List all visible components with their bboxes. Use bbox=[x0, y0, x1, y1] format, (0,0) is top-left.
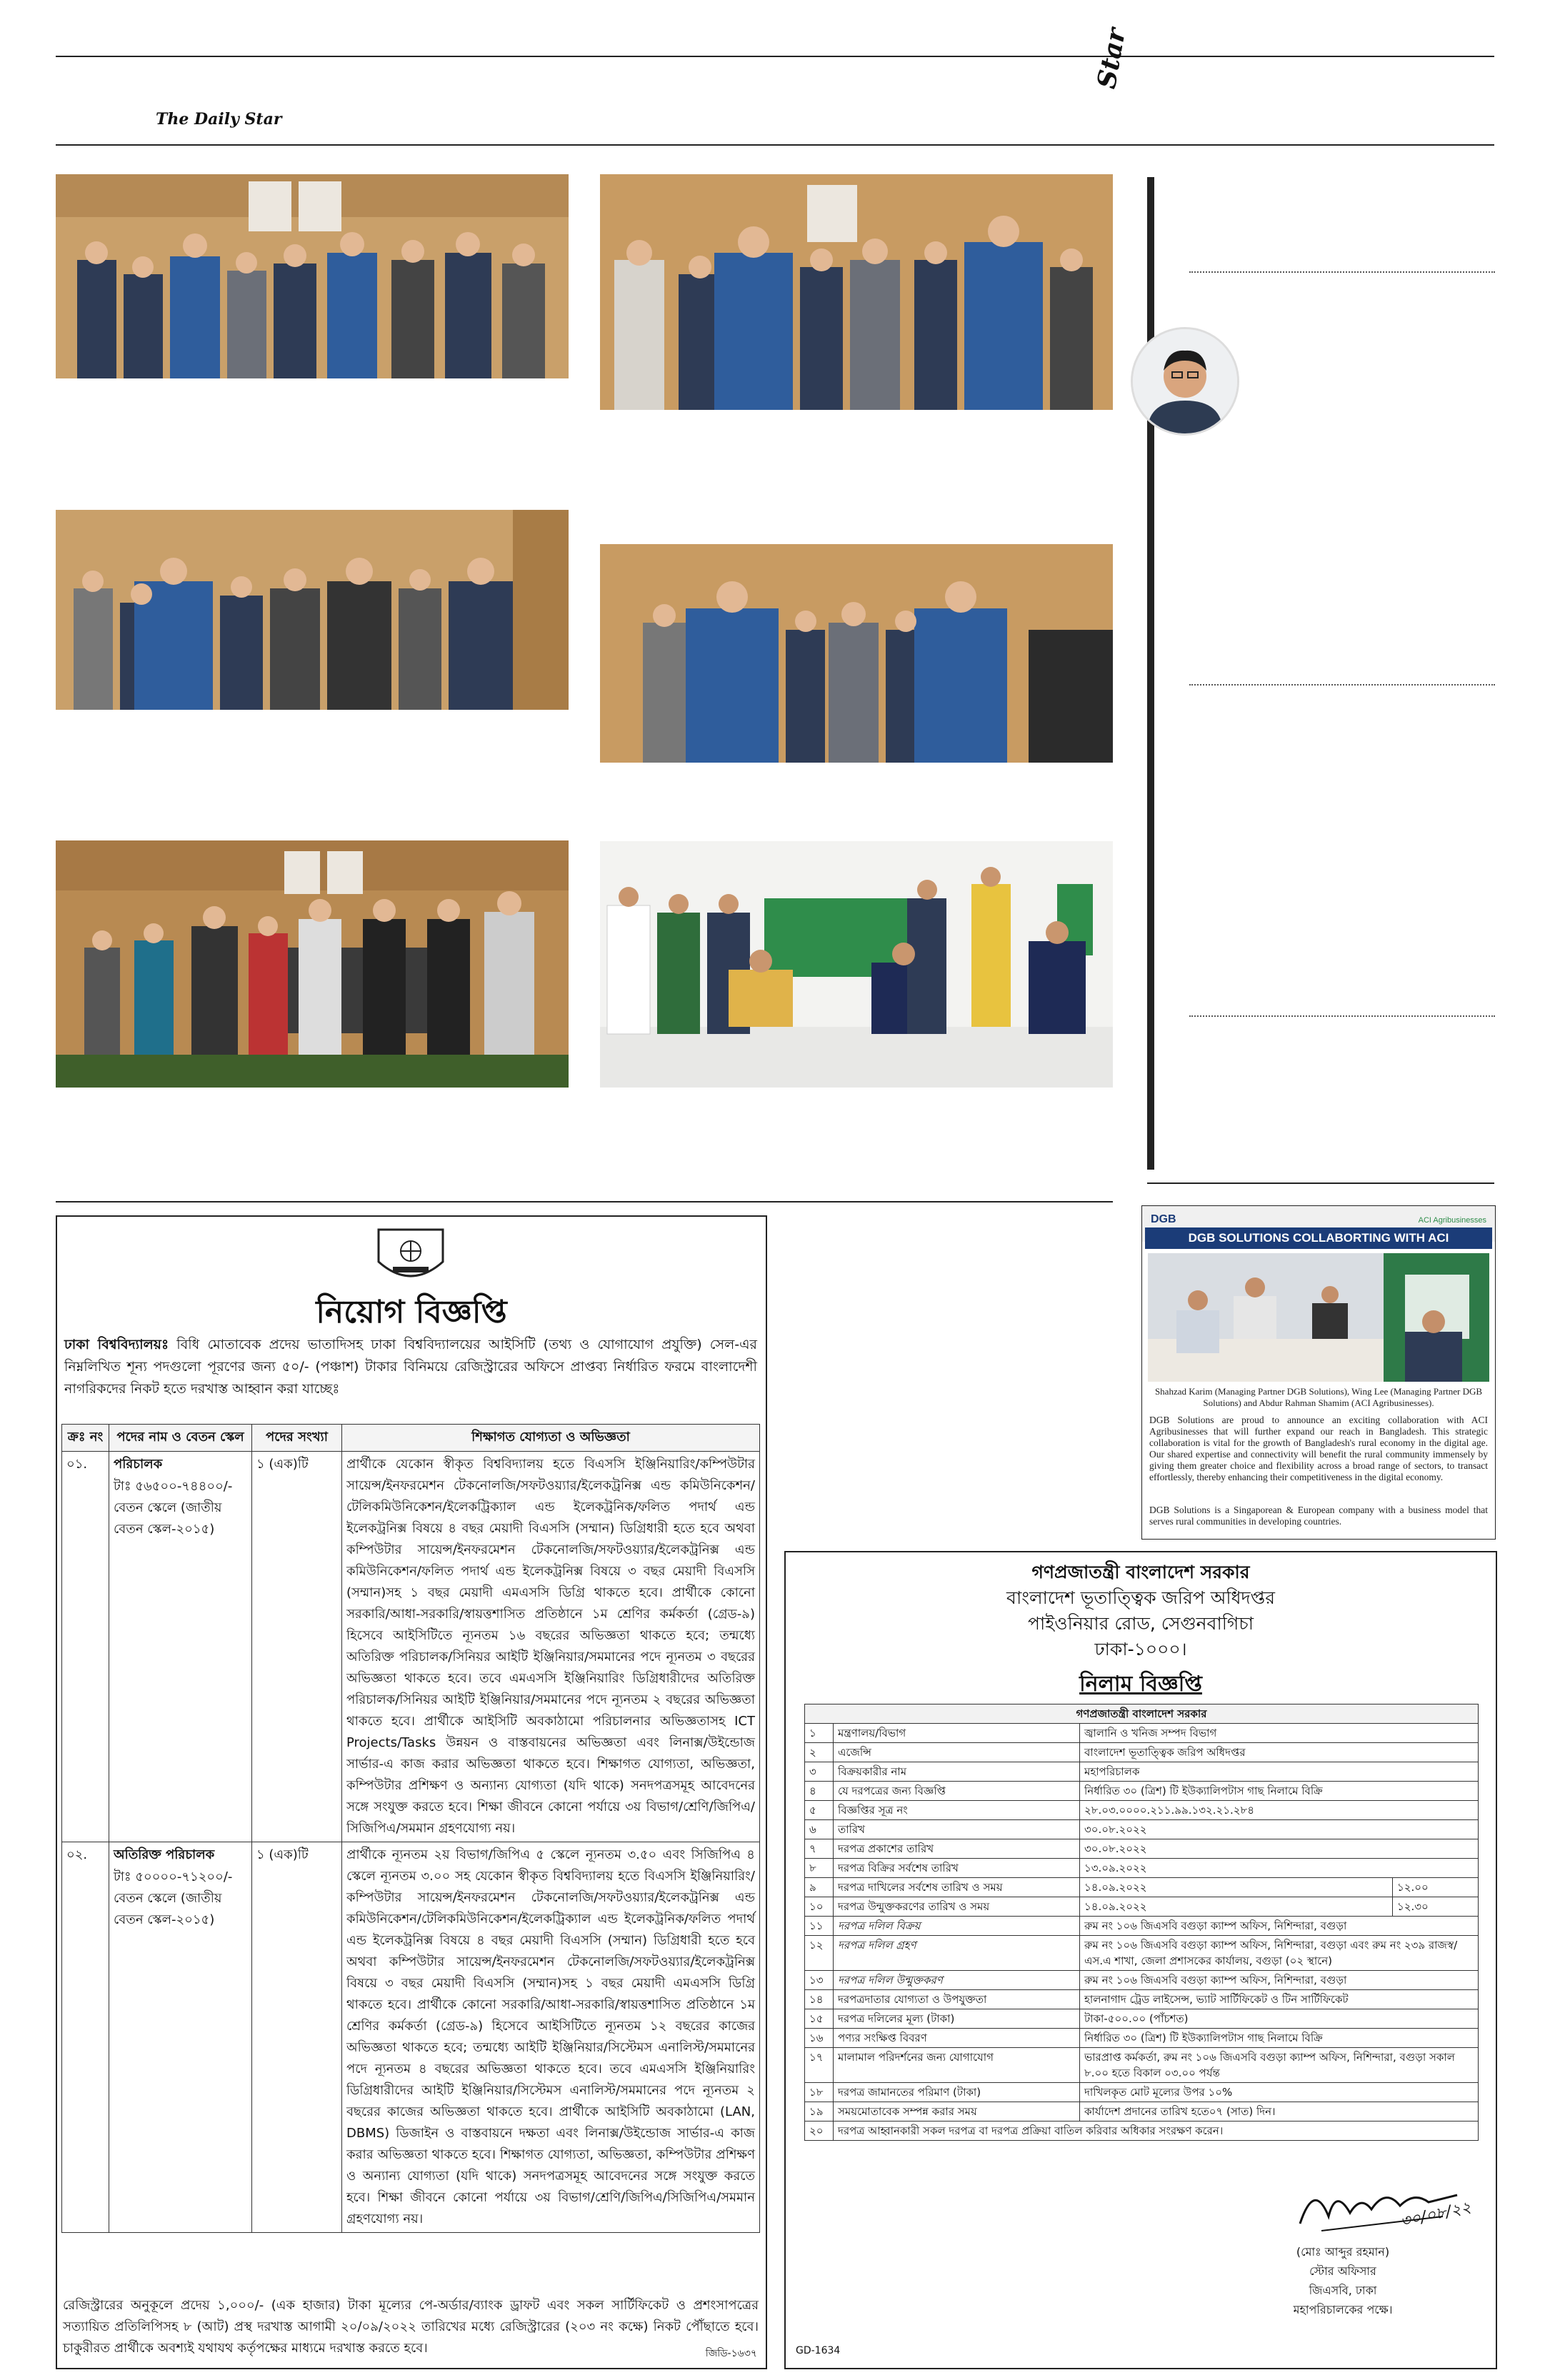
col-header-count: পদের সংখ্যা bbox=[252, 1425, 342, 1452]
section-rule bbox=[56, 1201, 1113, 1202]
field: এজেন্সি bbox=[834, 1743, 1080, 1762]
notice-ref: GD-1634 bbox=[796, 2345, 841, 2356]
serial: ০১. bbox=[62, 1452, 109, 1842]
sl: ১৯ bbox=[805, 2102, 834, 2122]
value: টাকা-৫০০.০০ (পাঁচশত) bbox=[1080, 2009, 1479, 2029]
field: পণ্যর সংক্ষিপ্ত বিবরণ bbox=[834, 2029, 1080, 2048]
dotted-rule bbox=[1189, 684, 1495, 686]
table-row bbox=[805, 1782, 1479, 1801]
header-rule bbox=[56, 144, 1494, 146]
table-row bbox=[805, 1820, 1479, 1839]
post-cell bbox=[109, 1452, 252, 1842]
sl: ৮ bbox=[805, 1859, 834, 1878]
gov-line-4: ঢাকা-১০০০। bbox=[1094, 1639, 1187, 1660]
photo-signing-3 bbox=[56, 510, 569, 710]
sl: ৬ bbox=[805, 1820, 834, 1839]
field: দরপত্রদাতার যোগ্যতা ও উপযুক্ততা bbox=[834, 1990, 1080, 2009]
aci-logo: ACI Agribusinesses bbox=[1418, 1216, 1486, 1225]
table-row bbox=[805, 2009, 1479, 2029]
field: দরপত্র দলিল বিক্রয় bbox=[834, 1917, 1080, 1936]
sl: ১২ bbox=[805, 1936, 834, 1971]
section-logo: Star bbox=[1091, 26, 1132, 91]
table-row bbox=[805, 2083, 1479, 2102]
sl: ৩ bbox=[805, 1762, 834, 1782]
dgb-banner: DGB SOLUTIONS COLLABORTING WITH ACI bbox=[1145, 1227, 1492, 1249]
sl: ১০ bbox=[805, 1897, 834, 1917]
intro-org: ঢাকা বিশ্ববিদ্যালয়ঃ bbox=[64, 1337, 169, 1352]
table-header: গণপ্রজাতন্ত্রী বাংলাদেশ সরকার bbox=[805, 1704, 1479, 1724]
sl: ২ bbox=[805, 1743, 834, 1762]
signer-office: জিএসবি, ঢাকা bbox=[1309, 2284, 1377, 2297]
table-row bbox=[805, 1801, 1479, 1820]
notice-title: নিলাম বিজ্ঞপ্তি bbox=[1079, 1672, 1202, 1697]
field: সময়মোতাবেক সম্পন্ন করার সময় bbox=[834, 2102, 1080, 2122]
field: বিক্রয়কারীর নাম bbox=[834, 1762, 1080, 1782]
table-row bbox=[805, 2029, 1479, 2048]
field: দরপত্র প্রকাশের তারিখ bbox=[834, 1839, 1080, 1859]
table-row bbox=[805, 1897, 1479, 1917]
value: ২৮.০৩.০০০০.২১১.৯৯.১৩২.২১.২৮৪ bbox=[1080, 1801, 1479, 1820]
job-advertisement bbox=[56, 1215, 767, 2369]
value: দরপত্র আহ্বানকারী সকল দরপত্র বা দরপত্র প্রক্রিয়া বাতিল করিবার অধিকার সংরক্ষণ করেন। bbox=[834, 2122, 1479, 2141]
dotted-rule bbox=[1189, 1015, 1495, 1017]
value: রুম নং ১০৬ জিএসবি বগুড়া ক্যাম্প অফিস, নিশিন্দারা, বগুড়া bbox=[1080, 1971, 1479, 1990]
field: দরপত্র দলিলের মূল্য (টাকা) bbox=[834, 2009, 1080, 2029]
value: রুম নং ১০৬ জিএসবি বগুড়া ক্যাম্প অফিস, নিশিন্দারা, বগুড়া bbox=[1080, 1917, 1479, 1936]
photo-event-5 bbox=[56, 840, 569, 1088]
gov-line-3: পাইওনিয়ার রোড, সেগুনবাগিচা bbox=[1027, 1613, 1254, 1634]
serial: ০২. bbox=[62, 1842, 109, 2233]
dgb-body-2: DGB Solutions is a Singaporean & European company with a business model that serves rural communities in developing countries. bbox=[1149, 1505, 1488, 1527]
post-name: অতিরিক্ত পরিচালক bbox=[114, 1847, 215, 1862]
field: তারিখ bbox=[834, 1820, 1080, 1839]
field: দরপত্র জামানতের পরিমাণ (টাকা) bbox=[834, 2083, 1080, 2102]
signer-behalf: মহাপরিচালকের পক্ষে। bbox=[1293, 2303, 1393, 2316]
signer-name: (মোঃ আব্দুর রহমান) bbox=[1296, 2245, 1390, 2259]
table-row bbox=[805, 1936, 1479, 1971]
post-cell bbox=[109, 1842, 252, 2233]
col-header-post: পদের নাম ও বেতন স্কেল bbox=[109, 1425, 252, 1452]
post-count: ১ (এক)টি bbox=[252, 1842, 342, 2233]
field: দরপত্র উন্মুক্তকরণের তারিখ ও সময় bbox=[834, 1897, 1080, 1917]
sl: ৭ bbox=[805, 1839, 834, 1859]
table-row bbox=[805, 1724, 1479, 1743]
ad-ref: জিডি-১৬৩৭ bbox=[705, 2348, 757, 2359]
value: নির্ধারিত ৩০ (ত্রিশ) টি ইউক্যালিপটাস গাছ নিলামে বিক্রি bbox=[1080, 1782, 1479, 1801]
top-rule bbox=[56, 56, 1494, 57]
table-row bbox=[805, 2102, 1479, 2122]
value: ১৪.০৯.২০২২ bbox=[1080, 1897, 1393, 1917]
photo-event-6 bbox=[600, 841, 1113, 1088]
photo-signing-4 bbox=[600, 544, 1113, 763]
sl: ১৪ bbox=[805, 1990, 834, 2009]
field: দরপত্র দলিল উন্মুক্তকরণ bbox=[834, 1971, 1080, 1990]
field: মন্ত্রণালয়/বিভাগ bbox=[834, 1724, 1080, 1743]
table-row bbox=[805, 1762, 1479, 1782]
sl: ১৭ bbox=[805, 2048, 834, 2083]
sl: ১৬ bbox=[805, 2029, 834, 2048]
value: বাংলাদেশ ভূতাত্ত্বিক জরিপ অধিদপ্তর bbox=[1080, 1743, 1479, 1762]
ad-footer: রেজিস্ট্রারের অনুকূলে প্রদেয় ১,০০০/- (এক হাজার) টাকা মূল্যের পে-অর্ডার/ব্যাংক ড্রাফট এবং সকল সার্টিফিকেট ও প্রশংসাপত্রের সত্যায়িত প্রতিলিপিসহ ৮ (আট) প্রস্থ দরখাস্ত আগামী ২০/০৯/২০২২ তারিখের মধ্যে রেজিস্ট্রারের (২০৩ নং কক্ষে) নিকট পৌঁছাতে হবে। চাকুরীরত প্রার্থীকে অবশ্যই যথাযথ কর্তৃপক্ষের মাধ্যমে দরখাস্ত করতে হবে। bbox=[63, 2298, 759, 2356]
dgb-advertisement bbox=[1141, 1205, 1496, 1540]
sl: ১৫ bbox=[805, 2009, 834, 2029]
ad-title: নিয়োগ বিজ্ঞপ্তি bbox=[316, 1294, 507, 1330]
requirement: প্রার্থীকে ন্যূনতম ২য় বিভাগ/জিপিএ ৫ স্কেলে ন্যূনতম ৩.৫০ এবং সিজিপিএ ৪ স্কেলে ন্যূনতম ৩.০০ সহ যেকোন স্বীকৃত বিশ্ববিদ্যালয় হতে বিএসসি ইঞ্জিনিয়ারিং/কম্পিউটার সায়েন্স/ইনফরমেশন টেকনোলজি/সফটওয়্যার/ইলেকট্রনিক্স এন্ড কমিউনিকেশন/টেলিকমিউনিকেশন/ইলেকট্রিক্যাল এন্ড ইলেকট্রনিক/ফলিত পদার্থ এন্ড ইলেকট্রনিক্স বিষয়ে ৪ বছর মেয়াদী বিএসসি (সম্মান) ডিগ্রিধারী হতে হবে অথবা কম্পিউটার সায়েন্স/ইনফরমেশন টেকনোলজি/সফটওয়্যার/ইলেকট্রনিক্স বিষয়ে ৩ বছর মেয়াদী বিএসসি (সম্মান)সহ ১ বছর মেয়াদী এমএসসি ডিগ্রি থাকতে হবে। প্রার্থীকে কোনো সরকারি/আধা-সরকারি/স্বায়ত্তশাসিত প্রতিষ্ঠানে ১ম শ্রেণির কর্মকর্তা (গ্রেড-৯) হিসেবে আইসিটিতে ন্যূনতম ১২ বছরের কাজের অভিজ্ঞতা থাকতে হবে; তন্মধ্যে আইটি ইঞ্জিনিয়ার/সিস্টেমস এনালিস্ট/সমমানের পদে ন্যূনতম ৪ বছরের অভিজ্ঞতা থাকতে হবে। তবে এমএসসি ইঞ্জিনিয়ারিং ডিগ্রিধারীদের আইটি ইঞ্জিনিয়ার/সিস্টেমস এনালিস্ট/সমমানের পদে ন্যূনতম ২ বছরের কাজের অভিজ্ঞতা থাকতে হবে। প্রার্থীকে আইসিটি অবকাঠামো (LAN, DBMS) ডিজাইন ও বাস্তবায়নে দক্ষতা এবং লিনাক্স/উইন্ডোজ সার্ভার-এ কাজ করার অভিজ্ঞতা থাকতে হবে। শিক্ষাগত যোগ্যতা, অভিজ্ঞতা, কম্পিউটার প্রশিক্ষণ ও অন্যান্য যোগ্যতা (যদি থাকে) সনদপত্রসমূহ আবেদনের সঙ্গে সংযুক্ত করতে হবে। শিক্ষা জীবনে কোনো পর্যায়ে ৩য় বিভাগ/শ্রেণি/জিপিএ/সিজিপিএ/সমমান গ্রহণযোগ্য নয়। bbox=[342, 1842, 760, 2233]
signature-date: ৩০/০৮/২২ bbox=[1399, 2198, 1473, 2231]
signer-block bbox=[1236, 2242, 1450, 2319]
field: দরপত্র দলিল গ্রহণ bbox=[834, 1936, 1080, 1971]
column-divider bbox=[1147, 177, 1154, 1170]
col-header-serial: ক্রঃ নং bbox=[62, 1425, 109, 1452]
masthead: The Daily Star bbox=[156, 110, 282, 129]
dgb-body-1: DGB Solutions are proud to announce an exciting collaboration with ACI Agribusinesses that will further expand our reach in Bangladesh. This strategic collaboration is vital for the growth of Bangladesh's rural economy in the digital age. Our shared expertise and connectivity will benefit the rural community immensely by giving them greater choice and flexibility across a broad range of sectors, to transact effortlessly, thereby enhancing their competitiveness in the digital economy. bbox=[1149, 1415, 1488, 1482]
value: ১৪.০৯.২০২২ bbox=[1080, 1878, 1393, 1897]
post-name: পরিচালক bbox=[114, 1457, 163, 1472]
sl: ১৩ bbox=[805, 1971, 834, 1990]
table-row bbox=[805, 1743, 1479, 1762]
signer-title: স্টোর অফিসার bbox=[1309, 2264, 1376, 2278]
gov-line-1: গণপ্রজাতন্ত্রী বাংলাদেশ সরকার bbox=[1031, 1562, 1250, 1582]
table-row bbox=[805, 1990, 1479, 2009]
table-row bbox=[805, 1859, 1479, 1878]
field: দরপত্র বিক্রির সর্বশেষ তারিখ bbox=[834, 1859, 1080, 1878]
requirement: প্রার্থীকে যেকোন স্বীকৃত বিশ্ববিদ্যালয় হতে বিএসসি ইঞ্জিনিয়ারিং/কম্পিউটার সায়েন্স/ইনফরমেশন টেকনোলজি/সফটওয়্যার/ইলেকট্রনিক্স এন্ড কমিউনিকেশন/টেলিকমিউনিকেশন/ইলেকট্রিক্যাল এন্ড ইলেকট্রনিক/ফলিত পদার্থ এন্ড ইলেকট্রনিক্স বিষয়ে ৪ বছর মেয়াদী বিএসসি (সম্মান) ডিগ্রিধারী হতে হবে অথবা কম্পিউটার সায়েন্স/ইনফরমেশন টেকনোলজি/সফটওয়্যার/ইলেকট্রনিক্স এন্ড কমিউনিকেশন/ফলিত পদার্থ এন্ড ইলেকট্রনিক্স বিষয়ে ৩ বছর মেয়াদী বিএসসি (সম্মান)সহ ১ বছর মেয়াদী এমএসসি ডিগ্রি থাকতে হবে। প্রার্থীকে কোনো সরকারি/আধা-সরকারি/স্বায়ত্তশাসিত প্রতিষ্ঠানে ১ম শ্রেণির কর্মকর্তা (গ্রেড-৯) হিসেবে আইসিটিতে ন্যূনতম ১৬ বছরের অভিজ্ঞতা থাকতে হবে; তন্মধ্যে অতিরিক্ত পরিচালক/সিনিয়র আইটি ইঞ্জিনিয়ার/সমমানের পদে ন্যূনতম ৩ বছরের অভিজ্ঞতা থাকতে হবে। তবে এমএসসি ইঞ্জিনিয়ারিং ডিগ্রিধারীদের অতিরিক্ত পরিচালক/সিনিয়র আইটি ইঞ্জিনিয়ার/সমমানের পদে ন্যূনতম ২ বছরের অভিজ্ঞতা থাকতে হবে। প্রার্থীকে আইসিটি অবকাঠামো পরিচালনার অভিজ্ঞতাসহ ICT Projects/Tasks উন্নয়ন ও বাস্তবায়নের অভিজ্ঞতা এবং লিনাক্স/উইন্ডোজ সার্ভার-এ কাজ করার অভিজ্ঞতা থাকতে হবে। শিক্ষাগত যোগ্যতা, অভিজ্ঞতা, কম্পিউটার প্রশিক্ষণ ও অন্যান্য যোগ্যতা (যদি থাকে) সনদপত্রসমূহ আবেদনের সঙ্গে সংযুক্ত করতে হবে। শিক্ষা জীবনে কোনো পর্যায়ে ৩য় বিভাগ/শ্রেণি/জিপিএ/সিজিপিএ/সমমান গ্রহণযোগ্য নয়। bbox=[342, 1452, 760, 1842]
value: রুম নং ১০৬ জিএসবি বগুড়া ক্যাম্প অফিস, নিশিন্দারা, বগুড়া এবং রুম নং ২৩৯ রাজস্ব/এস.এ শাখা, জেলা প্রশাসকের কার্যালয়, বগুড়া (০২ স্থানে) bbox=[1080, 1936, 1479, 1971]
pay-scale: টাঃ ৫৬৫০০-৭৪৪০০/- বেতন স্কেলে (জাতীয় বেতন স্কেল-২০১৫) bbox=[114, 1479, 233, 1537]
sl: ১৮ bbox=[805, 2083, 834, 2102]
sl: ২০ bbox=[805, 2122, 834, 2141]
value: জ্বালানি ও খনিজ সম্পদ বিভাগ bbox=[1080, 1724, 1479, 1743]
sl: ৫ bbox=[805, 1801, 834, 1820]
sl: ১১ bbox=[805, 1917, 834, 1936]
time: ১২.৩০ bbox=[1393, 1897, 1479, 1917]
dotted-rule bbox=[1189, 271, 1495, 273]
value: নির্ধারিত ৩০ (ত্রিশ) টি ইউক্যালিপটাস গাছ নিলামে বিক্রি bbox=[1080, 2029, 1479, 2048]
table-row bbox=[62, 1452, 760, 1842]
job-table bbox=[61, 1424, 760, 2233]
table-row bbox=[805, 1878, 1479, 1897]
value: ৩০.০৮.২০২২ bbox=[1080, 1820, 1479, 1839]
value: কার্যাদেশ প্রদানের তারিখ হতে০৭ (সাত) দিন। bbox=[1080, 2102, 1479, 2122]
value: ভারপ্রাপ্ত কর্মকর্তা, রুম নং ১০৬ জিএসবি বগুড়া ক্যাম্প অফিস, নিশিন্দারা, বগুড়া সকাল ৮.০০ হতে বিকাল ০৩.০০ পর্যন্ত bbox=[1080, 2048, 1479, 2083]
gov-line-2: বাংলাদেশ ভূতাত্ত্বিক জরিপ অধিদপ্তর bbox=[1006, 1587, 1275, 1608]
post-count: ১ (এক)টি bbox=[252, 1452, 342, 1842]
field: যে দরপত্রের জন্য বিজ্ঞপ্তি bbox=[834, 1782, 1080, 1801]
table-row bbox=[805, 2048, 1479, 2083]
intro-text: বিধি মোতাবেক প্রদেয় ভাতাদিসহ ঢাকা বিশ্ববিদ্যালয়ের আইসিটি (তথ্য ও যোগাযোগ প্রযুক্তি) সেল-এর নিম্নলিখিত শূন্য পদগুলো পূরণের জন্য ৫০/- (পঞ্চাশ) টাকার বিনিময়ে রেজিস্ট্রারের অফিসে প্রাপ্তব্য নির্ধারিত ফরমে বাংলাদেশী নাগরিকদের নিকট হতে দরখাস্ত আহ্বান করা যাচ্ছেঃ bbox=[64, 1337, 757, 1397]
photo-signing-2 bbox=[600, 174, 1113, 410]
col-header-requirement: শিক্ষাগত যোগ্যতা ও অভিজ্ঞতা bbox=[342, 1425, 760, 1452]
avatar bbox=[1131, 327, 1239, 436]
photo-signing-1 bbox=[56, 174, 569, 378]
sl: ৪ bbox=[805, 1782, 834, 1801]
auction-notice bbox=[784, 1551, 1497, 2369]
dgb-logo: DGB bbox=[1151, 1213, 1176, 1225]
value: হালনাগাদ ট্রেড লাইসেন্স, ভ্যাট সার্টিফিকেট ও টিন সার্টিফিকেট bbox=[1080, 1990, 1479, 2009]
section-rule bbox=[1147, 1183, 1494, 1184]
auction-table bbox=[804, 1704, 1479, 2141]
time: ১২.০০ bbox=[1393, 1878, 1479, 1897]
value: ১৩.০৯.২০২২ bbox=[1080, 1859, 1479, 1878]
field: বিজ্ঞপ্তির সূত্র নং bbox=[834, 1801, 1080, 1820]
ad-intro bbox=[64, 1334, 757, 1400]
value: দাখিলকৃত মোট মূল্যের উপর ১০% bbox=[1080, 2083, 1479, 2102]
table-row bbox=[805, 1971, 1479, 1990]
table-row bbox=[62, 1842, 760, 2233]
value: মহাপরিচালক bbox=[1080, 1762, 1479, 1782]
field: মালামাল পরিদর্শনের জন্য যোগাযোগ bbox=[834, 2048, 1080, 2083]
field: দরপত্র দাখিলের সর্বশেষ তারিখ ও সময় bbox=[834, 1878, 1080, 1897]
gov-header bbox=[786, 1560, 1496, 1662]
table-row bbox=[805, 1917, 1479, 1936]
pay-scale: টাঃ ৫০০০০-৭১২০০/- বেতন স্কেলে (জাতীয় বেতন স্কেল-২০১৫) bbox=[114, 1869, 233, 1927]
university-logo bbox=[371, 1222, 450, 1287]
sl: ৯ bbox=[805, 1878, 834, 1897]
table-row bbox=[805, 1839, 1479, 1859]
value: ৩০.০৮.২০২২ bbox=[1080, 1839, 1479, 1859]
dgb-meeting-photo bbox=[1148, 1253, 1489, 1382]
sl: ১ bbox=[805, 1724, 834, 1743]
dgb-caption: Shahzad Karim (Managing Partner DGB Solutions), Wing Lee (Managing Partner DGB Solutions) and Abdur Rahman Shamim (ACI Agribusinesses). bbox=[1154, 1386, 1483, 1408]
table-row bbox=[805, 2122, 1479, 2141]
